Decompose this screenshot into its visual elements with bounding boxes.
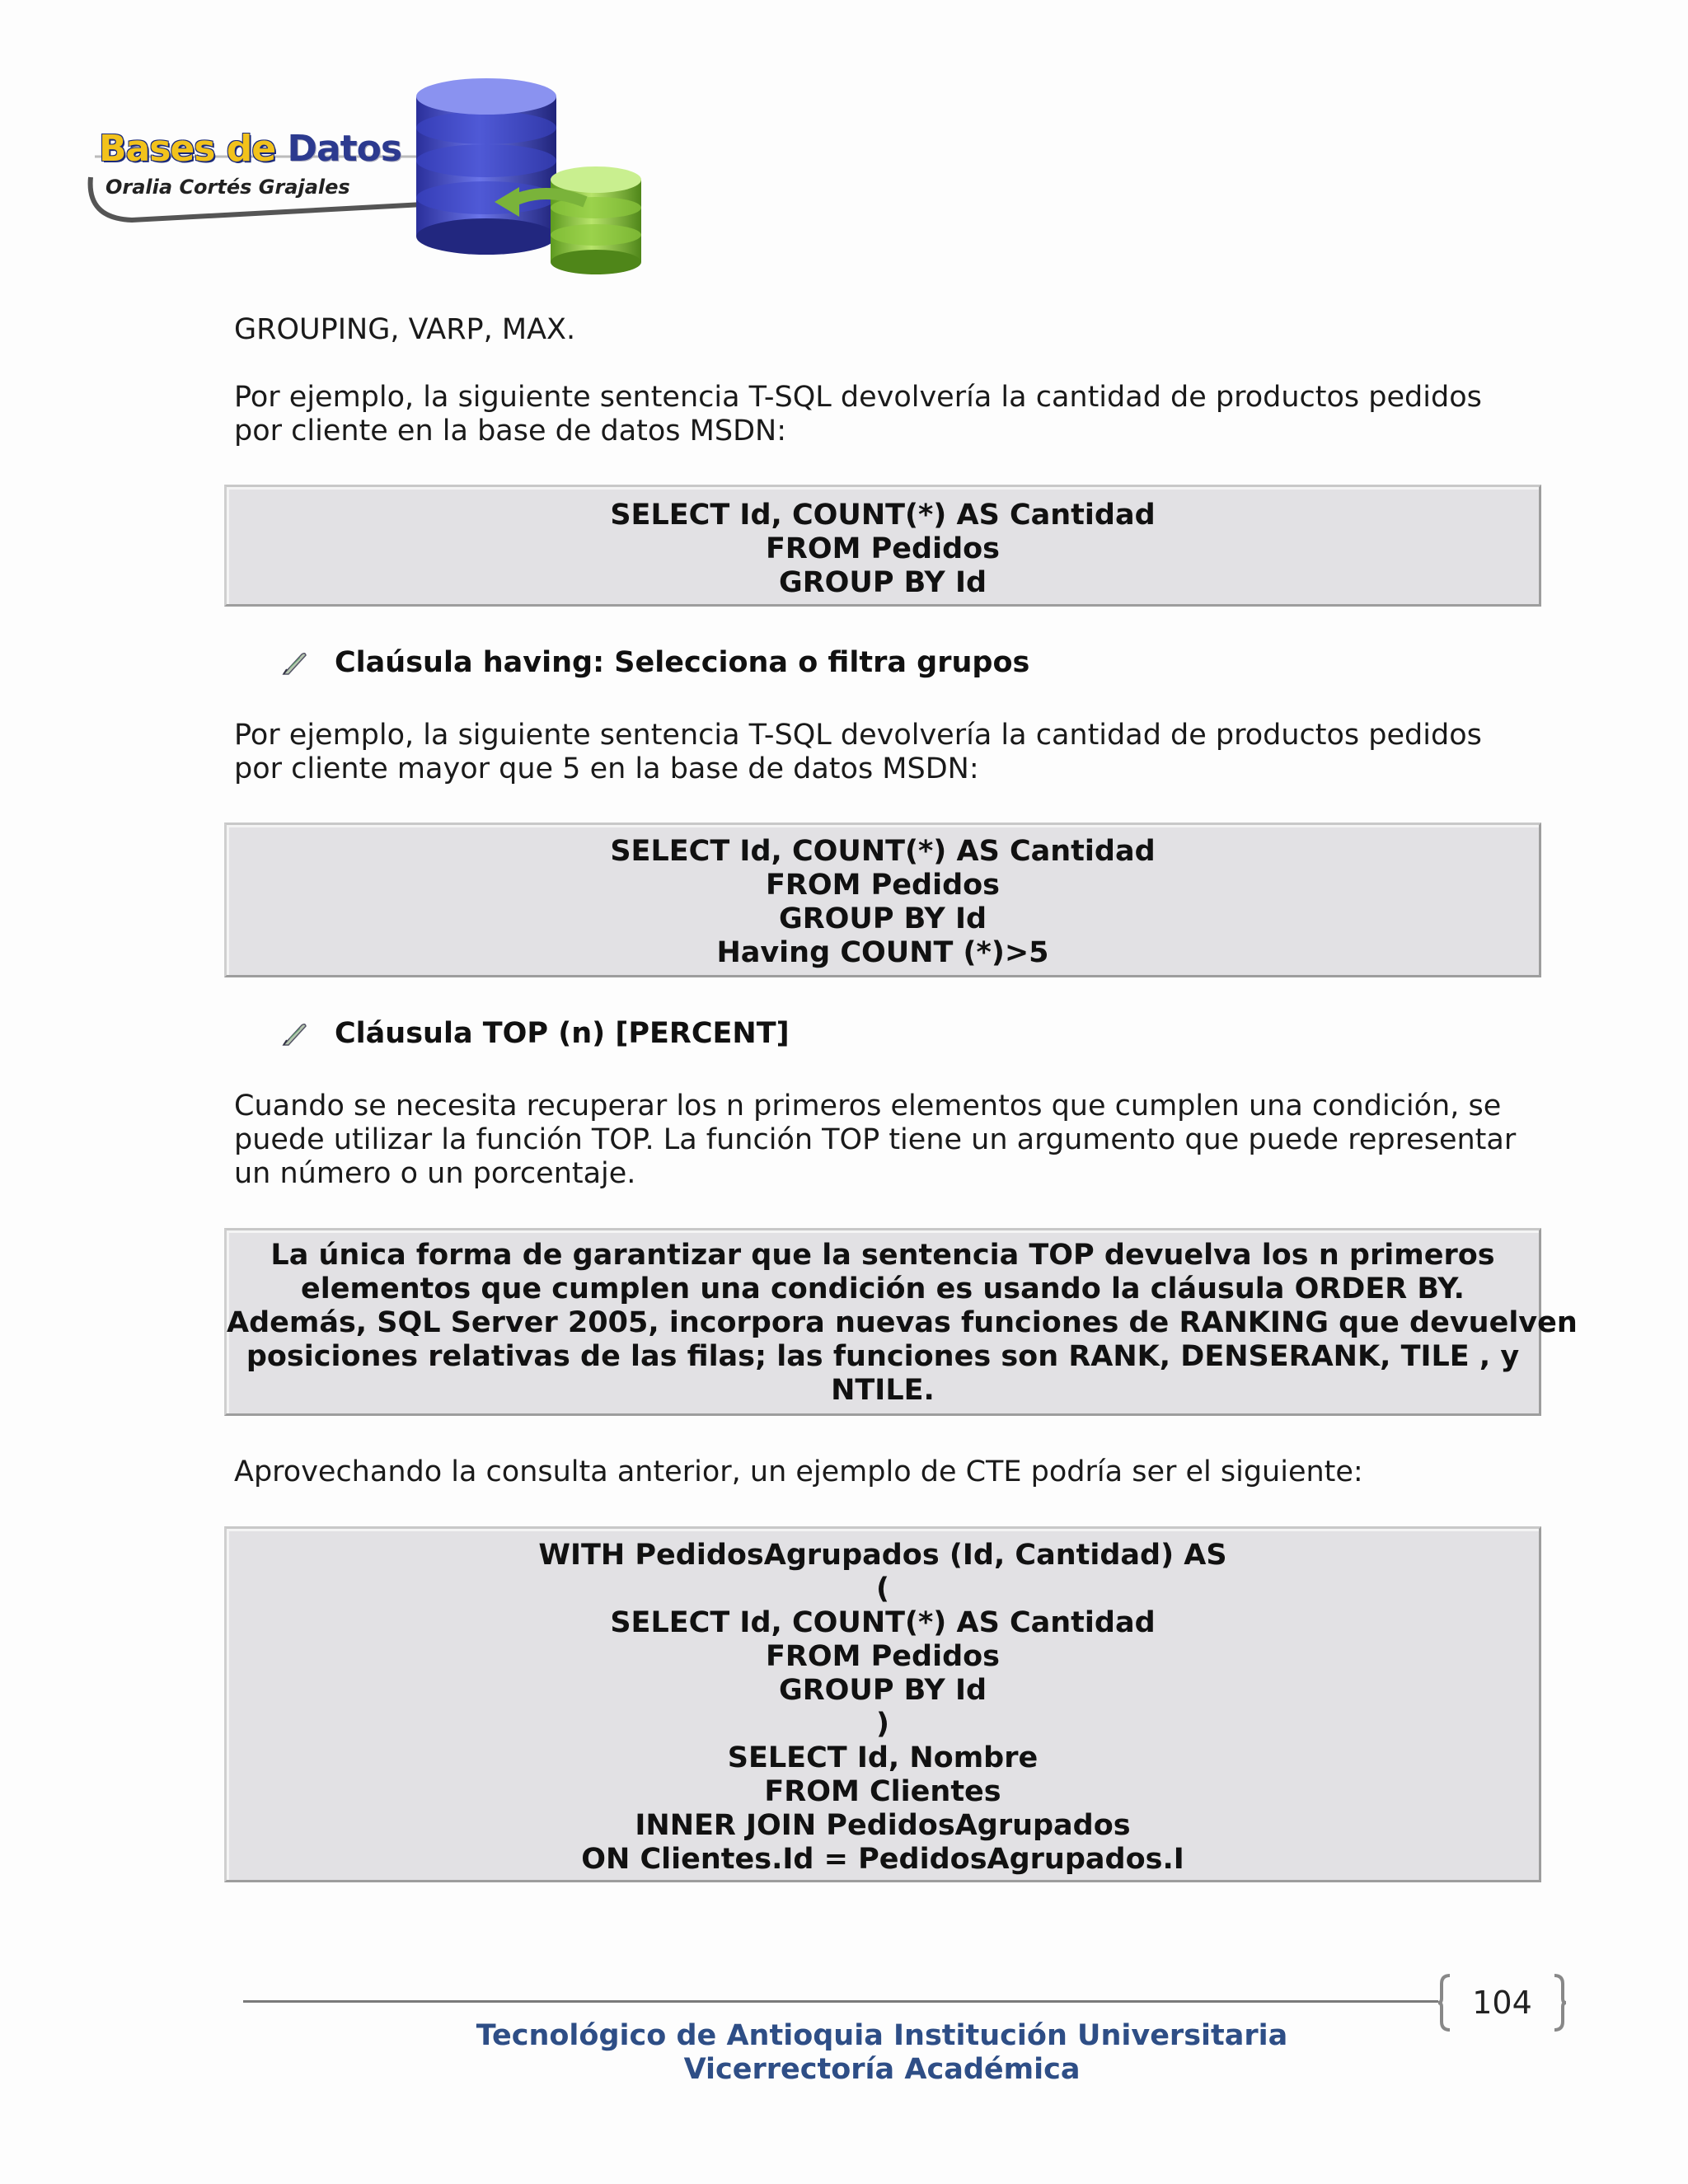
note-line: elementos que cumplen una condición es usando la cláusula ORDER BY. <box>301 1272 1465 1305</box>
bullet-label: Cláusula TOP (n) [PERCENT] <box>335 1017 790 1050</box>
header-logo <box>82 78 676 284</box>
footer-divider <box>243 2000 1438 2003</box>
code-line: SELECT Id, COUNT(*) AS Cantidad <box>610 835 1156 868</box>
paragraph-example-2: Por ejemplo, la siguiente sentencia T-SQL devolvería la cantidad de productos pedidos por cliente mayor que 5 en la base de datos MSDN: <box>234 719 1482 785</box>
pen-icon <box>280 1020 308 1048</box>
note-line: NTILE. <box>831 1374 935 1407</box>
code-line: FROM Clientes <box>764 1775 1001 1808</box>
code-line: FROM Pedidos <box>766 1640 1000 1673</box>
code-line: SELECT Id, Nombre <box>727 1741 1039 1774</box>
code-line: SELECT Id, COUNT(*) AS Cantidad <box>610 499 1156 532</box>
note-line: La única forma de garantizar que la sentencia TOP devuelva los n primeros <box>270 1239 1495 1272</box>
paragraph-top: Cuando se necesita recuperar los n primeros elementos que cumplen una condición, se puede utilizar la función TOP. La función TOP tiene un argumento que puede representar un número o un porcentaje. <box>234 1090 1517 1190</box>
paragraph-grouping: GROUPING, VARP, MAX. <box>234 313 576 346</box>
pen-icon <box>280 649 308 677</box>
right-bracket-icon <box>1553 1974 1566 2032</box>
code-line: GROUP BY Id <box>778 1674 987 1707</box>
code-line: FROM Pedidos <box>766 869 1000 902</box>
code-box-cte <box>224 1526 1541 1882</box>
code-line: ( <box>876 1572 889 1605</box>
logo-author: Oralia Cortés Grajales <box>106 176 350 199</box>
note-line: posiciones relativas de las filas; las funciones son RANK, DENSERANK, TILE , y <box>246 1340 1520 1373</box>
code-line: GROUP BY Id <box>778 566 987 599</box>
code-line: GROUP BY Id <box>778 902 987 935</box>
code-line: ON Clientes.Id = PedidosAgrupados.I <box>581 1843 1184 1876</box>
page-number: 104 <box>1472 1985 1532 2021</box>
bullet-label: Claúsula having: Selecciona o filtra grupos <box>335 646 1030 679</box>
arrow-icon <box>478 177 593 227</box>
code-line: FROM Pedidos <box>766 532 1000 565</box>
note-box-ranking <box>224 1228 1578 1416</box>
footer-department: Vicerrectoría Académica <box>683 2053 1081 2086</box>
note-line: Además, SQL Server 2005, incorpora nuevas funciones de RANKING que devuelven <box>227 1306 1578 1339</box>
paragraph-example-1: Por ejemplo, la siguiente sentencia T-SQL devolvería la cantidad de productos pedidos por cliente en la base de datos MSDN: <box>234 381 1482 448</box>
code-line: SELECT Id, COUNT(*) AS Cantidad <box>610 1606 1156 1639</box>
code-box-group-by <box>224 485 1541 607</box>
code-box-having <box>224 823 1541 977</box>
paragraph-cte: Aprovechando la consulta anterior, un ejemplo de CTE podría ser el siguiente: <box>234 1455 1363 1488</box>
code-line: INNER JOIN PedidosAgrupados <box>635 1809 1131 1842</box>
logo-title: Bases de Datos <box>99 128 402 170</box>
code-line: WITH PedidosAgrupados (Id, Cantidad) AS <box>538 1539 1227 1572</box>
code-line: Having COUNT (*)>5 <box>716 936 1049 969</box>
footer-institution: Tecnológico de Antioquia Institución Universitaria <box>476 2019 1288 2052</box>
code-line: ) <box>876 1708 889 1741</box>
